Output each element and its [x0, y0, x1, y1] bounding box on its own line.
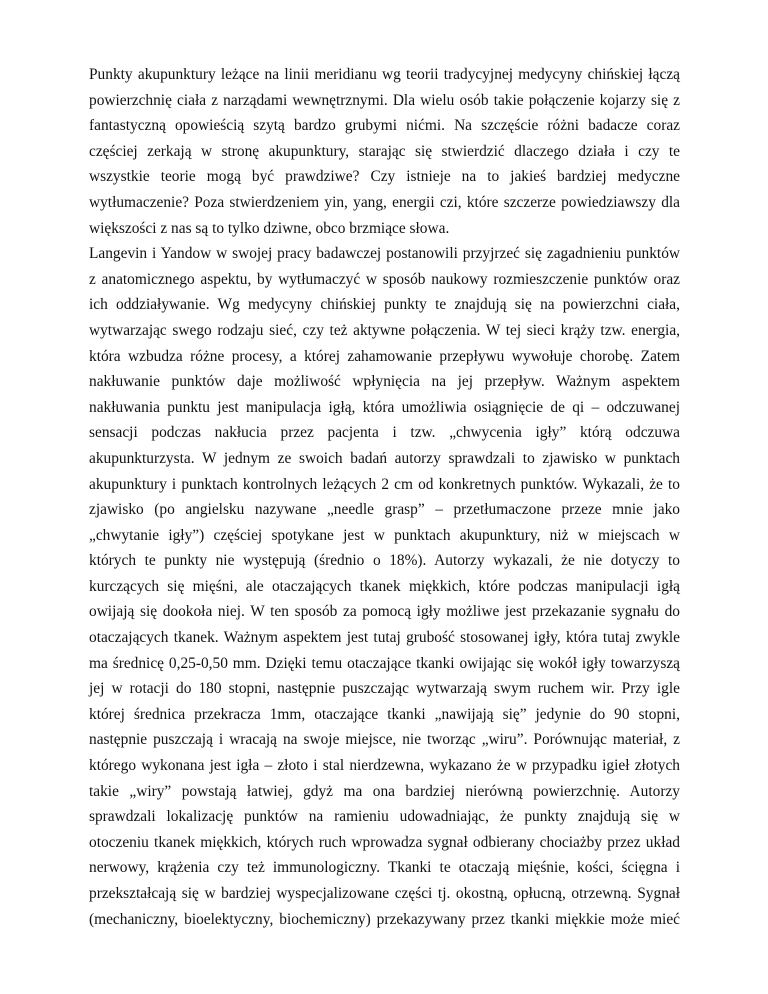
text-line [89, 932, 680, 958]
text-line: częściej zerkają w stronę akupunktury, starając się stwierdzić dlaczego działa i czy te [89, 142, 680, 160]
document-page [89, 62, 680, 958]
text-line: Langevin i Yandow w swojej pracy badawczej postanowili przyjrzeć się zagadnieniu punktów [89, 245, 680, 263]
text-line: ich oddziaływanie. Wg medycyny chińskiej punkty te znajdują się na powierzchni ciała, [89, 296, 680, 314]
text-line: sensacji podczas nakłucia przez pacjenta i tzw. „chwycenia igły” którą odczuwa [89, 424, 680, 442]
text-line: nakłuwanie punktów daje możliwość wpłynięcia na jej przepływ. Ważnym aspektem [89, 373, 680, 391]
text-line: których te punkty nie występują (średnio o 18%). Autorzy wykazali, że nie dotyczy to [89, 552, 680, 570]
text-line: takie „wiry” powstają łatwiej, gdyż ma ona bardziej nierówną powierzchnię. Autorzy [89, 782, 680, 800]
text-line: otaczających tkanek. Ważnym aspektem jest tutaj grubość stosowanej igły, która tutaj zwykle [89, 629, 680, 647]
text-line: zjawisko (po angielsku nazywane „needle grasp” – przetłumaczone przeze mnie jako [89, 501, 680, 519]
paragraph-2 [89, 241, 680, 958]
text-line: nakłuwania punktu jest manipulacja igłą, która umożliwia osiągnięcie de qi – odczuwanej [89, 398, 680, 416]
text-line: z anatomicznego aspektu, by wytłumaczyć w sposób naukowy rozmieszczenie punktów oraz [89, 270, 680, 288]
text-line: nerwowy, krążenia czy też immunologiczny. Tkanki te otaczają mięśnie, kości, ścięgna i [89, 859, 680, 877]
text-line: (mechaniczny, bioelektyczny, biochemiczny) przekazywany przez tkanki miękkie może mieć [89, 910, 680, 928]
text-line: wszystkie teorie mogą być prawdziwe? Czy istnieje na to jakieś bardziej medyczne [89, 168, 680, 186]
text-line: „chwytanie igły”) częściej spotykane jest w punktach akupunktury, niż w miejscach w [89, 526, 680, 544]
text-line: następnie puszczają i wracają na swoje miejsce, nie tworząc „wiru”. Porównując materiał, z [89, 731, 680, 749]
text-line: akupunkturzysta. W jednym ze swoich badań autorzy sprawdzali to zjawisko w punktach [89, 449, 680, 467]
text-line: fantastyczną opowieścią szytą bardzo grubymi nićmi. Na szczęście różni badacze coraz [89, 117, 680, 135]
text-line: akupunktury i punktach kontrolnych leżących 2 cm od konkretnych punktów. Wykazali, że to [89, 475, 680, 493]
text-line: wytwarzając swego rodzaju sieć, czy też aktywne połączenia. W tej sieci krąży tzw. energia, [89, 321, 680, 339]
text-line: powierzchnię ciała z narządami wewnętrznymi. Dla wielu osób takie połączenie kojarzy się z [89, 91, 680, 109]
text-line: wytłumaczenie? Poza stwierdzeniem yin, yang, energii czi, które szczerze powiedziawszy dla [89, 193, 680, 211]
paragraph-1 [89, 62, 680, 241]
text-line: ma średnicę 0,25-0,50 mm. Dzięki temu otaczające tkanki owijając się wokół igły towarzyszą [89, 654, 680, 672]
text-line: która wzbudza różne procesy, a której zahamowanie przepływu wywołuje chorobę. Zatem [89, 347, 680, 365]
text-line: którego wykonana jest igła – złoto i stal nierdzewna, wykazano że w przypadku igieł złotych [89, 757, 680, 775]
text-line: przekształcają się w bardziej wyspecjalizowane części tj. okostną, opłucną, otrzewną. Sygnał [89, 885, 680, 902]
text-line: kurczących się mięśni, ale otaczających tkanek miękkich, które podczas manipulacji igłą [89, 577, 680, 595]
text-line: której średnica przekracza 1mm, otaczające tkanki „nawijają się” jedynie do 90 stopni, [89, 705, 680, 723]
text-line: Punkty akupunktury leżące na linii meridianu wg teorii tradycyjnej medycyny chińskiej łączą [89, 66, 680, 83]
text-line: owijają się dookoła niej. W ten sposób za pomocą igły możliwe jest przekazanie sygnału do [89, 603, 680, 621]
text-line: jej w rotacji do 180 stopni, następnie puszczając wytwarzają swym ruchem wir. Przy igle [89, 680, 680, 698]
text-line: sprawdzali lokalizację punktów na ramieniu udowadniając, że punkty znajdują się w [89, 808, 680, 826]
text-line: większości z nas są to tylko dziwne, obco brzmiące słowa. [89, 219, 450, 237]
text-line: otoczeniu tkanek miękkich, których ruch wprowadza sygnał odbierany chociażby przez układ [89, 833, 680, 851]
